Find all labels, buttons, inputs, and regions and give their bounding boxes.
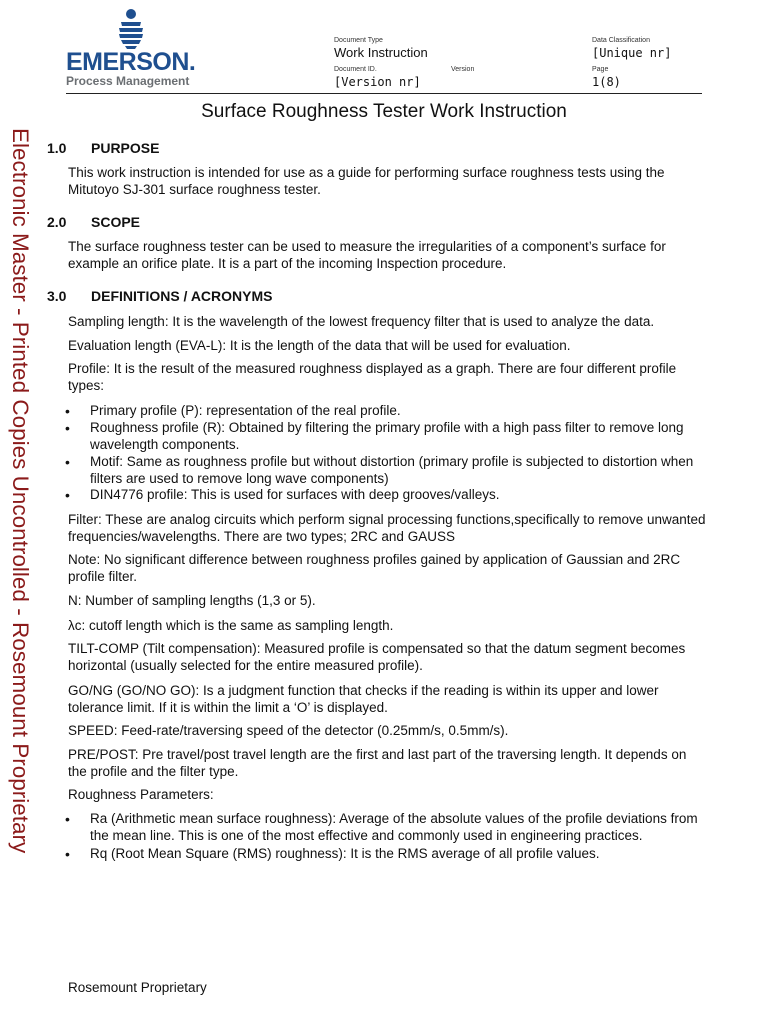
section-title: PURPOSE [91, 140, 160, 156]
def-sampling-length: Sampling length: It is the wavelength of the lowest frequency filter that is used to analyze the data. [68, 314, 655, 329]
header-divider [66, 93, 702, 94]
section-title: SCOPE [91, 214, 141, 230]
def-go-ng: GO/NG (GO/NO GO): Is a judgment function that checks if the reading is within its upper and lower tolerance limit. If it is within the limit a ‘O’ is displayed. [68, 683, 659, 715]
doc-id-value: [Version nr] [334, 75, 421, 89]
list-item [65, 454, 708, 487]
list-item-text: Motif: Same as roughness profile but without distortion (primary profile is subjected to distortion when filters are used to remove long wave components) [90, 454, 694, 486]
version-label: Version [451, 66, 475, 73]
section-heading-definitions [47, 288, 273, 304]
doc-type-value: Work Instruction [334, 45, 428, 60]
def-speed: SPEED: Feed-rate/traversing speed of the detector (0.25mm/s, 0.5mm/s). [68, 723, 509, 738]
def-n: N: Number of sampling lengths (1,3 or 5). [68, 593, 316, 608]
logo-subtitle: Process Management [66, 74, 190, 88]
page-label: Page [592, 66, 609, 73]
list-item [65, 403, 708, 420]
section-heading-purpose [47, 140, 159, 156]
section-number: 3.0 [47, 288, 67, 304]
emerson-globe-icon [116, 8, 146, 50]
list-item-text: Rq (Root Mean Square (RMS) roughness): It is the RMS average of all profile values. [90, 846, 600, 861]
document-title: Surface Roughness Tester Work Instruction [201, 101, 567, 122]
footer-text: Rosemount Proprietary [68, 980, 207, 995]
bullet-icon: • [65, 403, 70, 419]
page-number: 1(8) [592, 75, 621, 89]
list-item [65, 811, 708, 844]
roughness-params-heading: Roughness Parameters: [68, 787, 214, 802]
list-item [65, 420, 708, 453]
def-tilt-comp: TILT-COMP (Tilt compensation): Measured profile is compensated so that the datum segment becomes horizontal (usually selected for the entire measured profile). [68, 641, 686, 673]
def-pre-post: PRE/POST: Pre travel/post travel length are the first and last part of the traversing length. It depends on the profile and the filter type. [68, 747, 687, 779]
section-number: 2.0 [47, 214, 67, 230]
bullet-icon: • [65, 846, 70, 862]
scope-text: The surface roughness tester can be used to measure the irregularities of a component’s surface for example an orifice plate. It is a part of the incoming Inspection procedure. [68, 239, 666, 271]
list-item-text: Primary profile (P): representation of the real profile. [90, 403, 401, 418]
def-evaluation-length: Evaluation length (EVA-L): It is the length of the data that will be used for evaluation. [68, 338, 571, 353]
section-number: 1.0 [47, 140, 67, 156]
def-profile: Profile: It is the result of the measured roughness displayed as a graph. There are four different profile types: [68, 361, 677, 393]
def-note: Note: No significant difference between roughness profiles gained by application of Gaussian and 2RC profile filter. [68, 552, 681, 584]
emerson-logo [66, 8, 206, 88]
watermark-text: Electronic Master - Printed Copies Uncontrolled - Rosemount Proprietary [8, 128, 33, 854]
doc-type-label: Document Type [334, 37, 383, 44]
watermark [7, 128, 39, 878]
purpose-text: This work instruction is intended for use as a guide for performing surface roughness tests using the Mitutoyo SJ-301 surface roughness tester. [68, 165, 665, 197]
logo-name: EMERSON. [66, 48, 196, 76]
def-filter: Filter: These are analog circuits which perform signal processing functions,specifically to remove unwanted frequencies/wavelengths. There are two types; 2RC and GAUSS [68, 512, 706, 544]
bullet-icon: • [65, 487, 70, 503]
data-class-label: Data Classification [592, 37, 650, 44]
list-item-text: Roughness profile (R): Obtained by filtering the primary profile with a high pass filter to remove long wavelength components. [90, 420, 684, 452]
list-item-text: Ra (Arithmetic mean surface roughness): Average of the absolute values of the profile deviations from the mean line. This is one of the most effective and commonly used in engineering practices. [90, 811, 698, 843]
section-title: DEFINITIONS / ACRONYMS [91, 288, 273, 304]
def-lambda-c: λc: cutoff length which is the same as sampling length. [68, 618, 394, 633]
list-item [65, 487, 708, 504]
list-item [65, 846, 708, 863]
section-heading-scope [47, 214, 140, 230]
list-item-text: DIN4776 profile: This is used for surfaces with deep grooves/valleys. [90, 487, 500, 502]
bullet-icon: • [65, 811, 70, 827]
data-class-value: [Unique nr] [592, 46, 672, 60]
bullet-icon: • [65, 454, 70, 470]
bullet-icon: • [65, 420, 70, 436]
doc-id-label: Document ID. [334, 66, 377, 73]
